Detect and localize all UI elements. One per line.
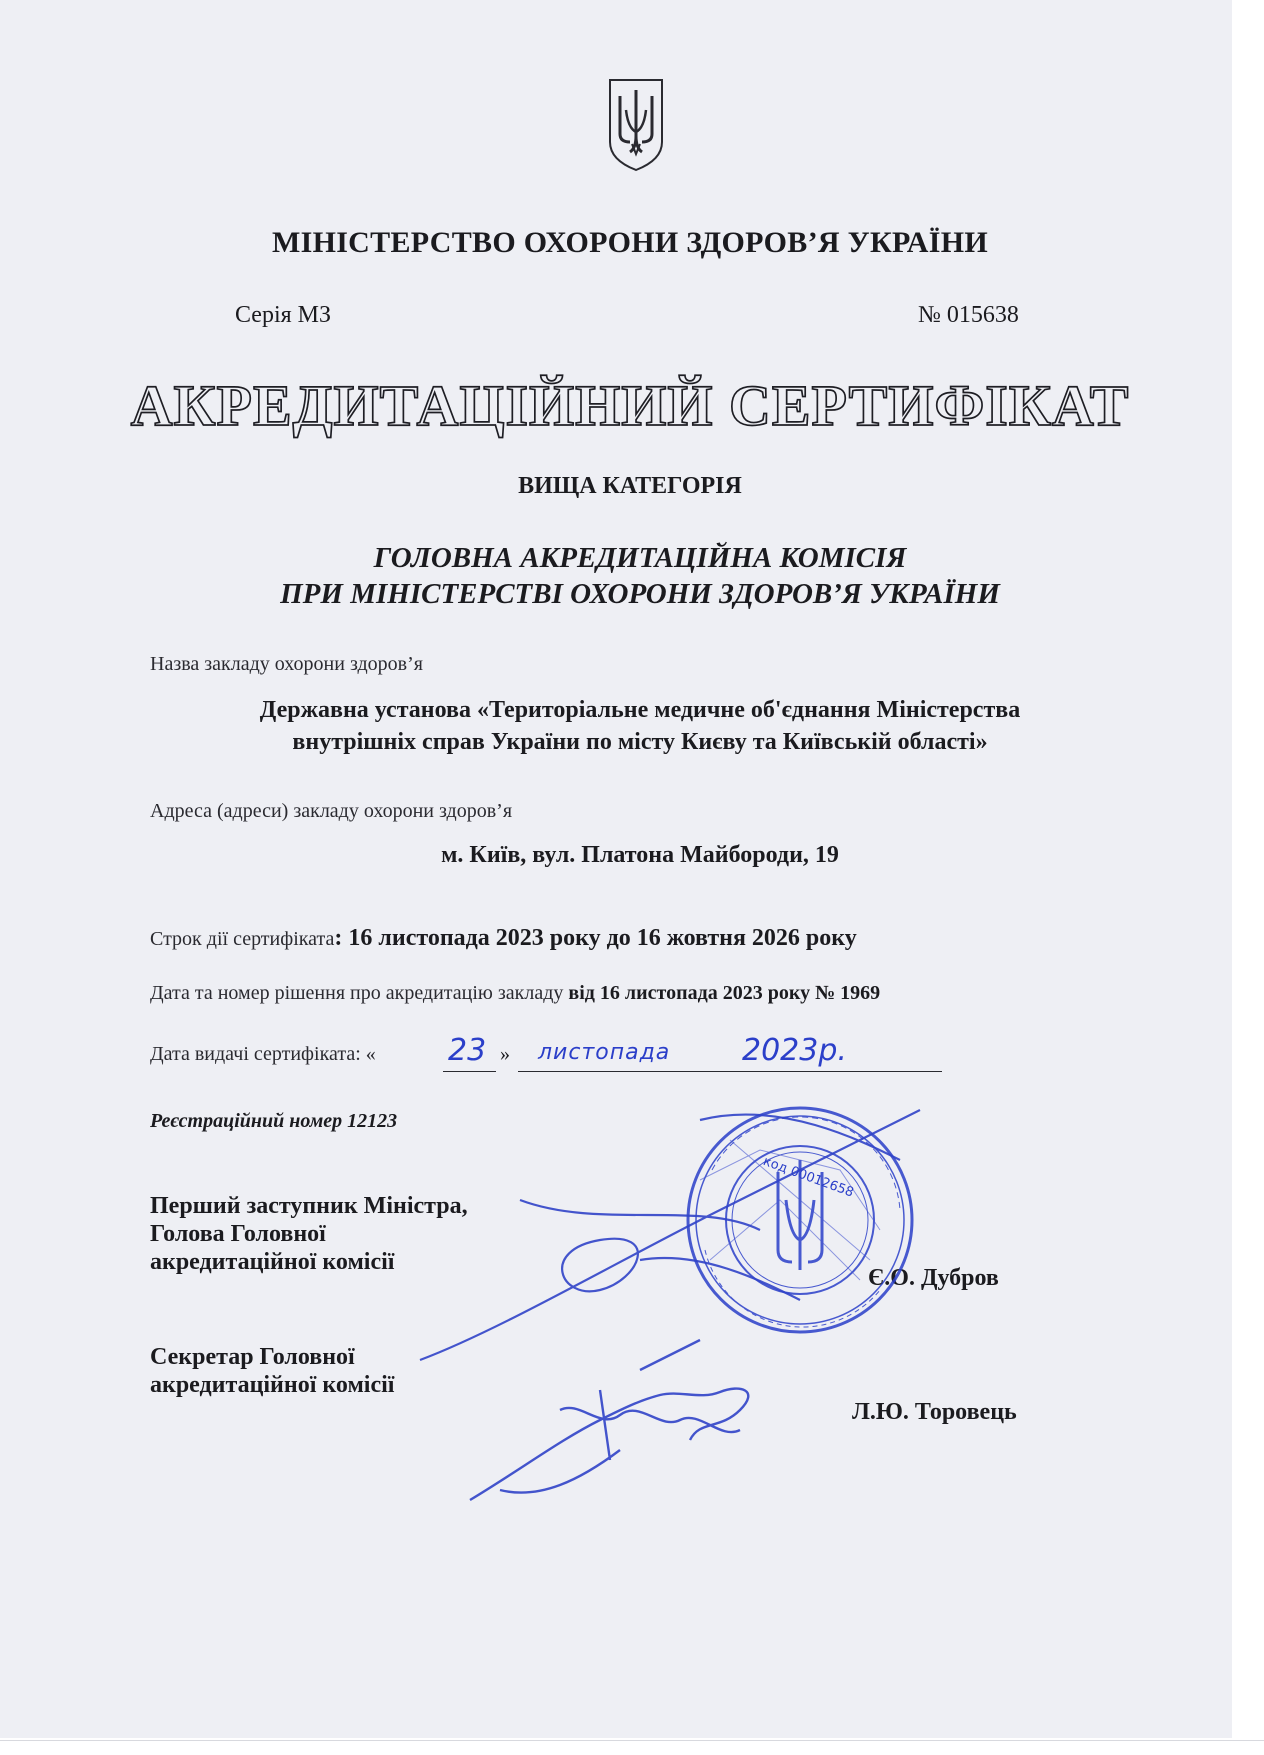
stamp-code-text: код 00012658: [761, 1153, 856, 1201]
validity-label: Строк дії сертифіката: [150, 928, 335, 950]
ministry-heading: МІНІСТЕРСТВО ОХОРОНИ ЗДОРОВ’Я УКРАЇНИ: [271, 226, 988, 259]
first-signatory-name: Є.О. Дубров: [868, 1265, 999, 1291]
facility-address: м. Київ, вул. Платона Майбороди, 19: [441, 842, 839, 868]
certificate-number: № 015638: [918, 302, 1019, 328]
official-stamp: [688, 1108, 912, 1332]
issue-date-label: Дата видачі сертифіката: «: [150, 1043, 376, 1065]
second-signature: [470, 1340, 748, 1500]
first-signatory-title-line-3: акредитаційної комісії: [150, 1249, 395, 1275]
facility-name-label: Назва закладу охорони здоров’я: [150, 653, 423, 675]
first-signatory-title-line-2: Голова Головної: [150, 1221, 326, 1247]
issue-year-handwritten: 2023р.: [742, 1033, 847, 1068]
first-signatory-title-line-1: Перший заступник Міністра,: [150, 1193, 468, 1219]
category-label: ВИЩА КАТЕГОРІЯ: [518, 473, 742, 499]
issue-day-handwritten: 23: [448, 1033, 487, 1068]
second-signatory-title-line-2: акредитаційної комісії: [150, 1372, 395, 1398]
commission-line-1: ГОЛОВНА АКРЕДИТАЦІЙНА КОМІСІЯ: [373, 542, 907, 574]
issue-month-handwritten: листопада: [538, 1040, 671, 1065]
decision-value: від 16 листопада 2023 року № 1969: [568, 982, 881, 1004]
registration-number: Реєстраційний номер 12123: [150, 1110, 398, 1132]
facility-address-label: Адреса (адреси) закладу охорони здоров’я: [150, 800, 513, 822]
series-label: Серія МЗ: [235, 302, 332, 328]
certificate-title: АКРЕДИТАЦІЙНИЙ СЕРТИФІКАТ: [130, 373, 1130, 438]
validity-value: : 16 листопада 2023 року до 16 жовтня 2026 року: [334, 925, 857, 951]
facility-name-line-1: Державна установа «Територіальне медичне об'єднання Міністерства: [259, 697, 1021, 723]
second-signatory-name: Л.Ю. Торовець: [852, 1399, 1017, 1425]
commission-line-2: ПРИ МІНІСТЕРСТВІ ОХОРОНИ ЗДОРОВ’Я УКРАЇНИ: [280, 578, 1000, 610]
decision-label: Дата та номер рішення про акредитацію закладу: [150, 982, 569, 1004]
facility-name-line-2: внутрішніх справ України по місту Києву та Київській області»: [292, 729, 988, 755]
second-signatory-title-line-1: Секретар Головної: [150, 1344, 355, 1370]
issue-close-quote: »: [500, 1043, 510, 1065]
